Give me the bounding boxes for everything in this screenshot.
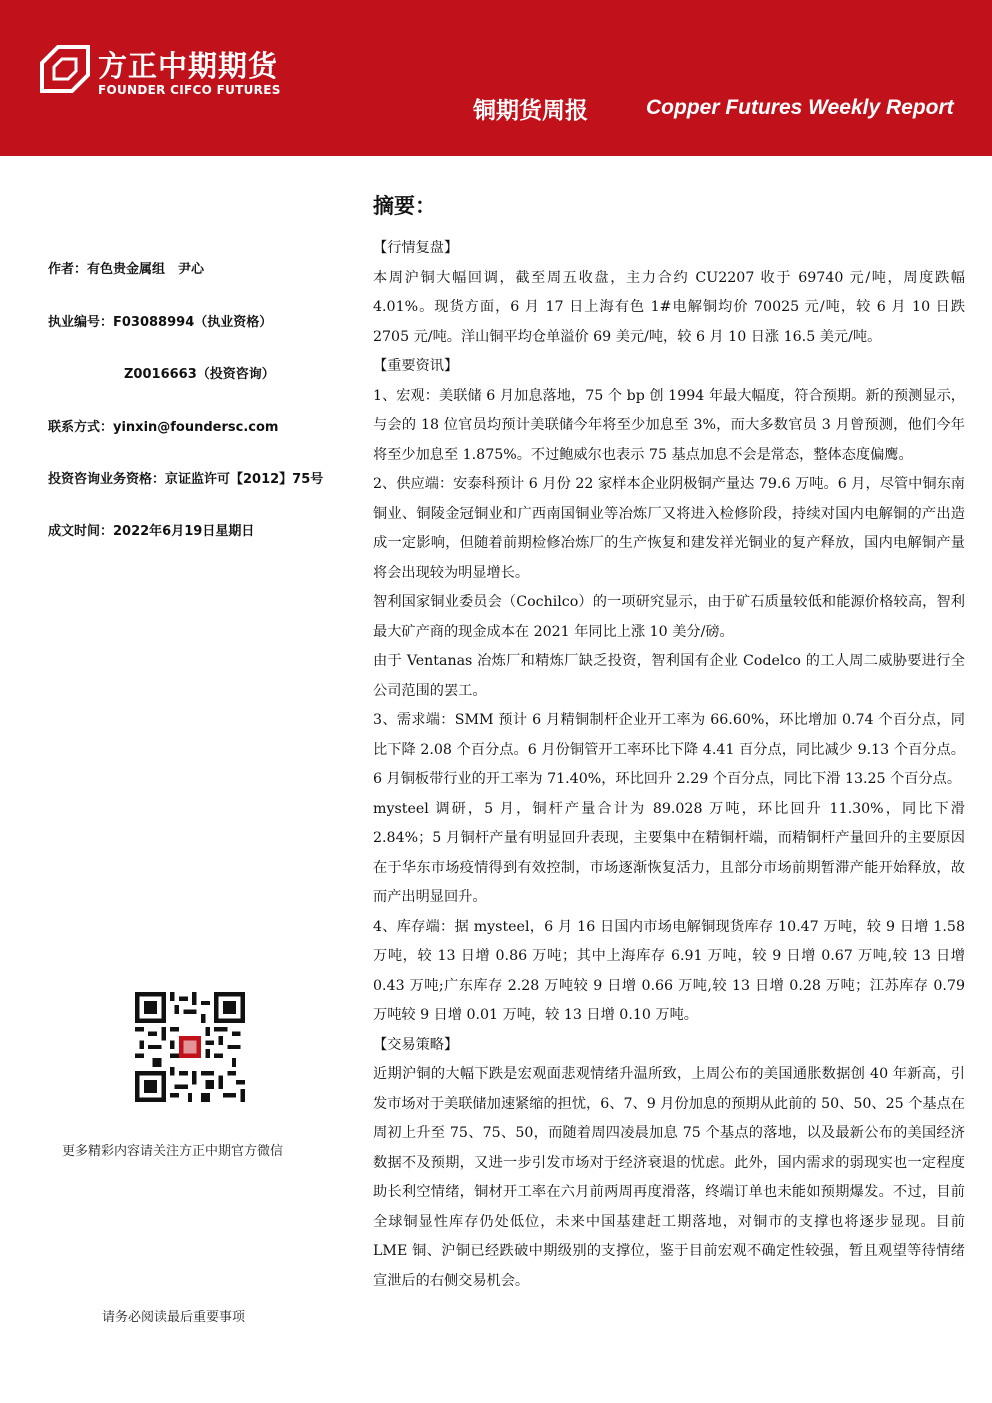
paragraph: 本周沪铜大幅回调，截至周五收盘，主力合约 CU2207 收于 69740 元/吨，周度跌幅 4.01%。现货方面，6 月 17 日上海有色 1#电解铜均价 70025 元/吨，较 6 月 10 日跌 2705 元/吨。洋山铜平均仓单溢价 69 美元/吨，较 6 月 10 日涨 16.5 美元/吨。 [373,269,965,345]
qualification-line: 投资咨询业务资格：京证监许可【2012】75号 [48,472,324,487]
section-heading-trading-strategy: 【交易策略】 [373,1036,459,1053]
paragraph: mysteel 调研，5 月，铜杆产量合计为 89.028 万吨，环比回升 11.30%，同比下滑 2.84%；5 月铜杆产量有明显回升表现，主要集中在精铜杆端，而精铜杆产量回升的主要原因在于华东市场疫情得到有效控制，市场逐渐恢复活力，且部分市场前期暂滞产能开始释放，故而产出明显回升。 [373,800,965,905]
paragraph: 1、宏观：美联储 6 月加息落地，75 个 bp 创 1994 年最大幅度，符合预期。新的预测显示，与会的 18 位官员均预计美联储今年将至少加息至 3%，而大多数官员 3 月曾预测，他们今年将至少加息至 1.875%。不过鲍威尔也表示 75 基点加息不会是常态，整体态度偏鹰。 [373,387,965,463]
abstract-title: 摘要： [373,194,436,218]
founder-logo-icon [40,45,90,93]
disclaimer-notice: 请务必阅读最后重要事项 [102,1310,246,1325]
brand-name-en: FOUNDER CIFCO FUTURES [98,83,281,97]
report-title-en: Copper Futures Weekly Report [646,96,954,119]
section-heading-market-review: 【行情复盘】 [373,240,459,256]
license-line-2: Z0016663（投资咨询） [124,367,275,382]
paragraph: 近期沪铜的大幅下跌是宏观面悲观情绪升温所致，上周公布的美国通胀数据创 40 年新高，引发市场对于美联储加速紧缩的担忧，6、7、9 月份加息的预期从此前的 50、50、25 个基点在周初上升至 75、75、50，而随着周四凌晨加息 75 个基点的落地，以及最新公布的美国经济数据不及预期，又进一步引发市场对于经济衰退的忧虑。此外，国内需求的弱现实也一定程度助长利空情绪，铜材开工率在六月前两周再度滑落，终端订单也未能如预期爆发。不过，目前全球铜显性库存仍处低位，未来中国基建赶工期落地，对铜市的支撑也将逐步显现。目前 LME 铜、沪铜已经跌破中期级别的支撑位，鉴于目前宏观不确定性较强，暂且观望等待情绪宣泄后的右侧交易机会。 [373,1066,965,1289]
paragraph: 智利国家铜业委员会（Cochilco）的一项研究显示，由于矿石质量较低和能源价格较高，智利最大矿产商的现金成本在 2021 年同比上涨 10 美分/磅。 [373,594,965,640]
license-line: 执业编号：F03088994（执业资格） [48,315,273,330]
report-header [0,0,992,156]
paragraph: 4、库存端：据 mysteel，6 月 16 日国内市场电解铜现货库存 10.47 万吨，较 9 日增 1.58 万吨，较 13 日增 0.86 万吨；其中上海库存 6.91 万吨，较 9 日增 0.67 万吨,较 13 日增 0.43 万吨;广东库存 2.28 万吨较 9 日增 0.66 万吨,较 13 日增 0.28 万吨；江苏库存 0.79 万吨较 9 日增 0.01 万吨，较 13 日增 0.10 万吨。 [373,918,965,1023]
paragraph: 3、需求端：SMM 预计 6 月精铜制杆企业开工率为 66.60%，环比增加 0.74 个百分点，同比下降 2.08 个百分点。6 月份铜管开工率环比下降 4.41 百分点，同比减少 9.13 个百分点。6 月铜板带行业的开工率为 71.40%，环比回升 2.29 个百分点，同比下滑 13.25 个百分点。 [373,712,965,787]
contact-line: 联系方式：yinxin@foundersc.com [48,420,279,435]
section-heading-key-news: 【重要资讯】 [373,358,459,374]
abstract-content [373,190,965,1296]
author-line: 作者：有色贵金属组 尹心 [48,262,205,277]
paragraph: 2、供应端：安泰科预计 6 月份 22 家样本企业阴极铜产量达 79.6 万吨。6 月，尽管中铜东南铜业、铜陵金冠铜业和广西南国铜业等冶炼厂又将进入检修阶段，持续对国内电解铜的产出造成一定影响，但随着前期检修冶炼厂的生产恢复和建发祥光铜业的复产释放，国内电解铜产量将会出现较为明显增长。 [373,476,965,581]
paragraph: 由于 Ventanas 冶炼厂和精炼厂缺乏投资，智利国有企业 Codelco 的工人周二威胁要进行全公司范围的罢工。 [373,653,965,699]
date-line: 成文时间：2022年6月19日星期日 [48,524,255,539]
qr-caption: 更多精彩内容请关注方正中期官方微信 [62,1144,284,1159]
brand-name-cn: 方正中期期货 [98,49,279,83]
report-title-cn: 铜期货周报 [473,98,588,124]
wechat-qr-code-icon [135,992,245,1102]
